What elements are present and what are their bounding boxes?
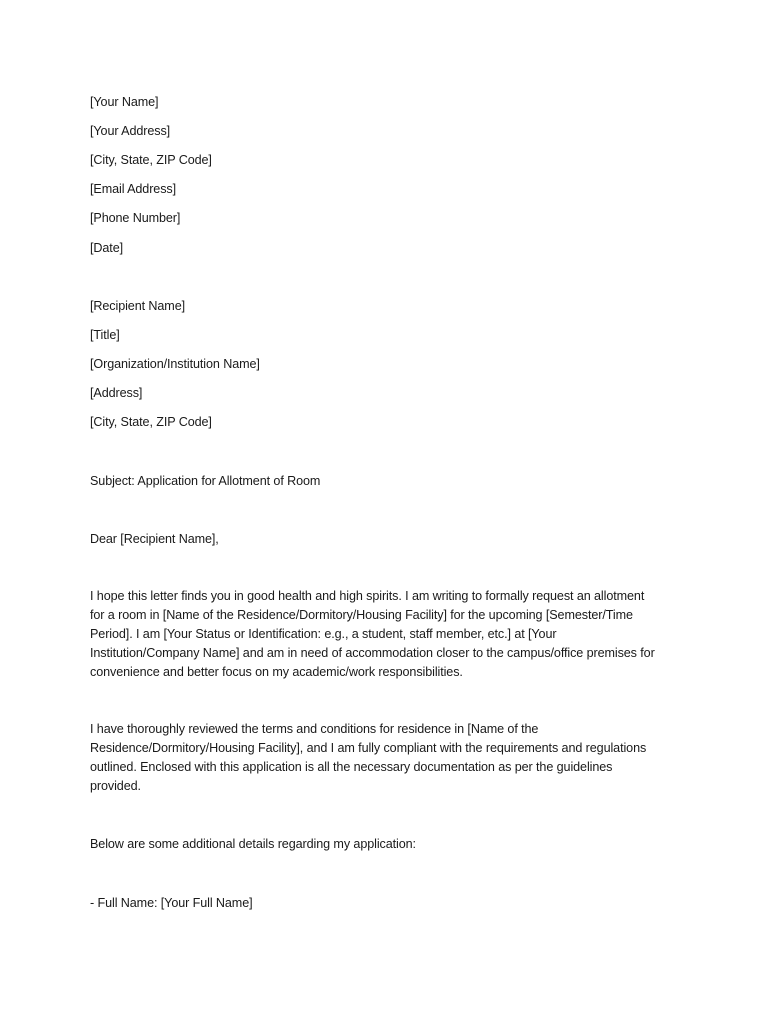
paragraph-line: for a room in [Name of the Residence/Dormitory/Housing Facility] for the upcoming [Semester/Time (90, 608, 633, 622)
paragraph-line: convenience and better focus on my academic/work responsibilities. (90, 665, 463, 679)
recipient-organization: [Organization/Institution Name] (90, 357, 260, 371)
sender-email: [Email Address] (90, 182, 176, 196)
recipient-title: [Title] (90, 328, 120, 342)
paragraph-line: I have thoroughly reviewed the terms and conditions for residence in [Name of the (90, 722, 539, 736)
sender-phone: [Phone Number] (90, 211, 181, 225)
subject-line: Subject: Application for Allotment of Room (90, 474, 321, 488)
paragraph-line: Institution/Company Name] and am in need of accommodation closer to the campus/office premises for (90, 646, 655, 660)
sender-name: [Your Name] (90, 95, 159, 109)
salutation: Dear [Recipient Name], (90, 532, 219, 546)
recipient-address: [Address] (90, 386, 143, 400)
paragraph-line: provided. (90, 779, 141, 793)
sender-city-state-zip: [City, State, ZIP Code] (90, 153, 212, 167)
body-paragraph-2 (90, 720, 690, 796)
recipient-name: [Recipient Name] (90, 299, 185, 313)
paragraph-line: I hope this letter finds you in good health and high spirits. I am writing to formally request an allotment (90, 589, 645, 603)
paragraph-line: Residence/Dormitory/Housing Facility], and I am fully compliant with the requirements and regulations (90, 741, 647, 755)
paragraph-line: Period]. I am [Your Status or Identification: e.g., a student, staff member, etc.] at [Your (90, 627, 557, 641)
sender-address: [Your Address] (90, 124, 171, 138)
body-paragraph-1 (90, 587, 690, 682)
paragraph-line: outlined. Enclosed with this application is all the necessary documentation as per the guidelines (90, 760, 613, 774)
letter-date: [Date] (90, 241, 123, 255)
detail-full-name: - Full Name: [Your Full Name] (90, 896, 253, 910)
recipient-city-state-zip: [City, State, ZIP Code] (90, 415, 212, 429)
additional-details-intro: Below are some additional details regarding my application: (90, 837, 416, 851)
